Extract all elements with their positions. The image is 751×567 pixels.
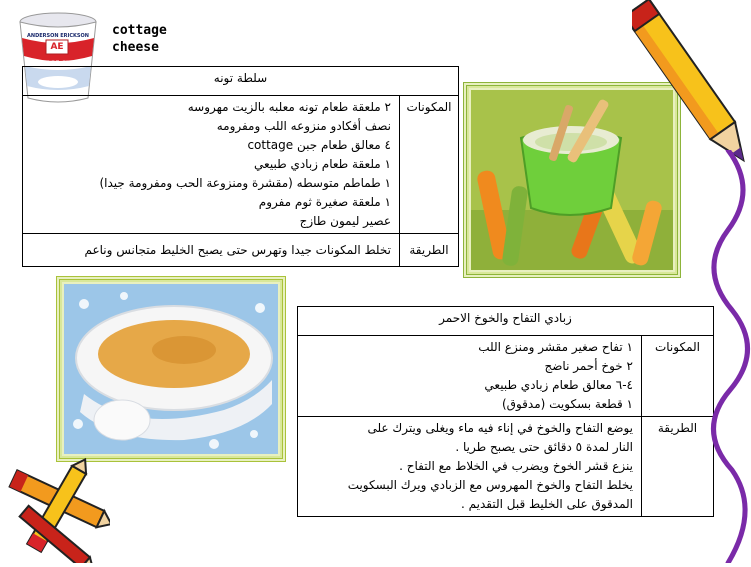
recipe1-method-text: تخلط المكونات جيدا وتهرس حتى يصبح الخليط متجانس وناعم [23, 234, 400, 267]
ingredient-line: ١ طماطم متوسطه (مقشرة ومنزوعة الحب ومفرومة جيدا) [99, 176, 391, 190]
ingredient-line: ١ تفاح صغير مقشر ومنزع اللب [478, 340, 633, 354]
purple-squiggle-decoration [688, 150, 751, 563]
method-line: يوضع التفاح والخوخ في إناء فيه ماء ويغلى ويترك على [367, 421, 633, 435]
tub-brand-text: ANDERSON ERICKSON [27, 33, 89, 39]
ingredient-line: ١ قطعة بسكويت (مدقوق) [501, 397, 633, 411]
recipe2-ingredients-label: المكونات [642, 336, 714, 417]
recipe1-title: سلطة تونه [23, 67, 459, 96]
method-line: المدقوق على الخليط قبل التقديم . [461, 497, 633, 511]
ingredient-line: ٤ معالق طعام جبن cottage [247, 138, 391, 152]
recipe2-table [297, 306, 714, 517]
ingredient-line: ١ ملعقة طعام زبادي طبيعي [254, 157, 391, 171]
recipe1-ingredients-label: المكونات [400, 96, 459, 234]
crayons-clipart-bottom-left [0, 450, 110, 563]
recipe1-table [22, 66, 459, 267]
method-line: يخلط التفاح والخوخ المهروس مع الزبادي ويرك البسكويت [347, 478, 633, 492]
ingredient-line: ٤-٦ معالق طعام زبادي طبيعي [484, 378, 633, 392]
recipe2-ingredients-list [298, 336, 642, 417]
pencil-clipart-top-right [632, 0, 751, 175]
method-line: النار لمدة ٥ دقائق حتى يصبح طريا . [455, 440, 633, 454]
label-line-2: cheese [112, 40, 159, 55]
recipe1-ingredients-list [23, 96, 400, 234]
method-line: ينزع قشر الخوخ ويضرب في الخلاط مع التفاح . [399, 459, 633, 473]
ingredient-line: ٢ ملعقة طعام تونه معلبه بالزيت مهروسه [187, 100, 391, 114]
ingredient-line: نصف أفكادو منزوعه اللب ومفرومه [216, 119, 391, 133]
recipe2-method-text [298, 417, 642, 517]
cottage-cheese-label [112, 22, 167, 56]
ingredient-line: عصير ليمون طازج [299, 214, 391, 228]
recipe2-title: زبادي التفاح والخوخ الاحمر [298, 307, 714, 336]
ingredient-line: ١ ملعقة صغيرة ثوم مفروم [258, 195, 391, 209]
label-line-1: cottage [112, 23, 167, 38]
recipe1-method-label: الطريقة [400, 234, 459, 267]
yogurt-bowl-photo [56, 276, 286, 462]
tub-product-text: COTTAGE CHEESE [28, 60, 88, 67]
tub-logo-text: AE [50, 42, 64, 52]
recipe2-method-label: الطريقة [642, 417, 714, 517]
ingredient-line: ٢ خوخ أحمر ناضج [544, 359, 633, 373]
